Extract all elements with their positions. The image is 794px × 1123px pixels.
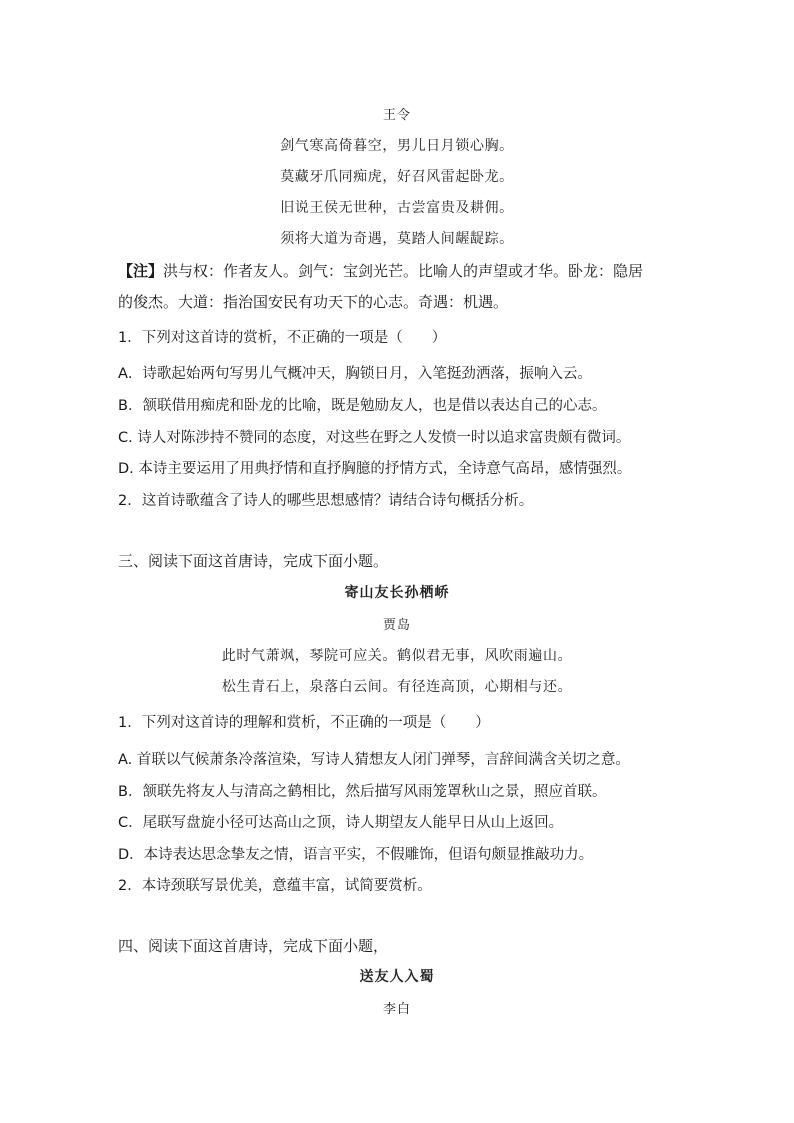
option-b: B．颔联借用痴虎和卧龙的比喻，既是勉励友人，也是借以表达自己的心志。: [118, 398, 607, 414]
poem-author: 李白: [382, 1002, 411, 1017]
option-d: D．本诗表达思念挚友之情，语言平实，不假雕饰，但语句颇显推敲功力。: [118, 847, 594, 863]
poem-line: 须将大道为奇遇，莫踏人间龌龊踪。: [280, 231, 514, 247]
note-text: 洪与权：作者友人。剑气：宝剑光芒。比喻人的声望或才华。卧龙：隐居: [163, 262, 644, 280]
section-heading: 三、阅读下面这首唐诗，完成下面小题。: [118, 552, 389, 570]
poem-line: 松生青石上，泉落白云间。有径连高顶，心期相与还。: [221, 679, 573, 695]
poem-title: 寄山友长孙栖峤: [344, 585, 450, 601]
section-heading: 四、阅读下面这首唐诗，完成下面小题，: [118, 937, 389, 955]
poem-line: 莫藏牙爪同痴虎，好召风雷起卧龙。: [280, 169, 514, 185]
option-c: C．尾联写盘旋小径可达高山之顶，诗人期望友人能早日从山上返回。: [118, 815, 564, 831]
question-1: 1．下列对这首诗的理解和赏析，不正确的一项是（ ）: [118, 715, 490, 731]
question-1: 1．下列对这首诗的赏析，不正确的一项是（ ）: [118, 330, 447, 346]
poem-author: 贾岛: [382, 618, 411, 633]
option-d: D. 本诗主要运用了用典抒情和直抒胸臆的抒情方式，全诗意气高昂，感情强烈。: [118, 461, 632, 477]
poem-title: 送友人入蜀: [359, 969, 435, 985]
poem-line: 此时气萧飒，琴院可应关。鹤似君无事，风吹雨遍山。: [221, 648, 573, 664]
note-text-continued: 的俊杰。大道：指治国安民有功天下的心志。奇遇：机遇。: [118, 293, 509, 311]
question-2: 2．这首诗歌蕴含了诗人的哪些思想感情？请结合诗句概括分析。: [118, 493, 534, 509]
poem-line: 剑气寒高倚暮空，男儿日月锁心胸。: [280, 138, 514, 154]
note-paragraph: [118, 260, 643, 281]
option-a: A．诗歌起始两句写男儿气概冲天，胸锁日月，入笔挺劲洒落，振响入云。: [118, 366, 592, 382]
poem-author: 王令: [382, 108, 411, 123]
option-c: C. 诗人对陈涉持不赞同的态度，对这些在野之人发愤一时以追求富贵颇有微词。: [118, 430, 631, 446]
option-b: B．颔联先将友人与清高之鹤相比，然后描写风雨笼罩秋山之景，照应首联。: [118, 784, 607, 800]
poem-line: 旧说王侯无世种，古尝富贵及耕佣。: [280, 200, 514, 216]
question-2: 2．本诗颈联写景优美，意蕴丰富，试简要赏析。: [118, 878, 432, 894]
note-tag: 【注】: [118, 262, 164, 280]
option-a: A. 首联以气候萧条冷落渲染，写诗人猜想友人闭门弹琴，言辞间满含关切之意。: [118, 752, 630, 768]
